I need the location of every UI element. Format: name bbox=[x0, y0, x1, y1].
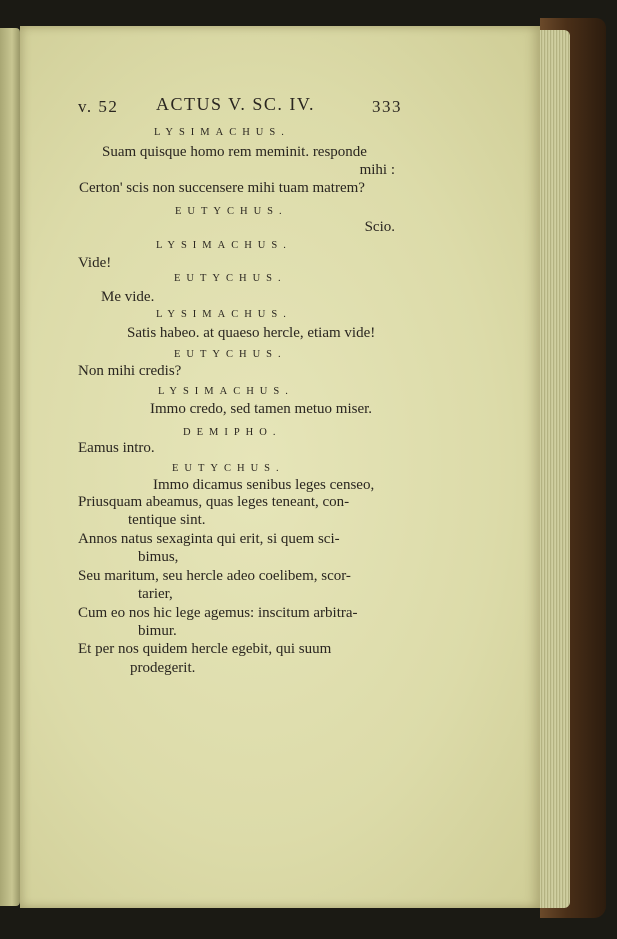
verse-line: Suam quisque homo rem meminit. responde bbox=[102, 144, 367, 160]
verse-line: Eamus intro. bbox=[78, 440, 155, 456]
verse-line: Immo dicamus senibus leges censeo, bbox=[153, 477, 375, 493]
verse-line: Cum eo nos hic lege agemus: inscitum arbitra- bbox=[78, 605, 358, 621]
verse-line: Certon' scis non succensere mihi tuam matrem? bbox=[79, 180, 365, 196]
speaker-heading: EUTYCHUS. bbox=[174, 349, 287, 360]
verse-line: Priusquam abeamus, quas leges teneant, con- bbox=[78, 494, 350, 510]
verse-line: Et per nos quidem hercle egebit, qui suum bbox=[78, 641, 332, 657]
facing-page-edge bbox=[0, 28, 20, 906]
book-page bbox=[20, 26, 540, 908]
speaker-heading: DEMIPHO. bbox=[183, 427, 282, 438]
verse-line-continuation: mihi : bbox=[359, 162, 395, 178]
verse-line: Annos natus sexaginta qui erit, si quem sci- bbox=[78, 531, 340, 547]
verse-line: Vide! bbox=[78, 255, 112, 271]
speaker-heading: LYSIMACHUS. bbox=[156, 240, 292, 251]
page-number: 333 bbox=[372, 97, 402, 116]
speaker-heading: LYSIMACHUS. bbox=[158, 386, 294, 397]
speaker-heading: EUTYCHUS. bbox=[172, 463, 285, 474]
speaker-heading: EUTYCHUS. bbox=[175, 206, 288, 217]
verse-line-continuation: bimus, bbox=[138, 549, 179, 565]
verse-line: Seu maritum, seu hercle adeo coelibem, scor- bbox=[78, 568, 351, 584]
verse-line: Immo credo, sed tamen metuo miser. bbox=[150, 401, 373, 417]
speaker-heading: LYSIMACHUS. bbox=[156, 309, 292, 320]
verse-line: Non mihi credis? bbox=[78, 363, 182, 379]
verse-line: Scio. bbox=[364, 219, 395, 235]
verse-line-continuation: prodegerit. bbox=[130, 660, 196, 676]
speaker-heading: EUTYCHUS. bbox=[174, 273, 287, 284]
verse-line-continuation: tentique sint. bbox=[128, 512, 206, 528]
verse-line-continuation: tarier, bbox=[138, 586, 173, 602]
speaker-heading: LYSIMACHUS. bbox=[154, 127, 290, 138]
page-title: ACTUS V. SC. IV. bbox=[156, 94, 316, 114]
verse-line: Satis habeo. at quaeso hercle, etiam vide! bbox=[127, 325, 376, 341]
verse-line-continuation: bimur. bbox=[138, 623, 177, 639]
verse-line: Me vide. bbox=[101, 289, 155, 305]
verse-number: v. 52 bbox=[78, 97, 119, 116]
